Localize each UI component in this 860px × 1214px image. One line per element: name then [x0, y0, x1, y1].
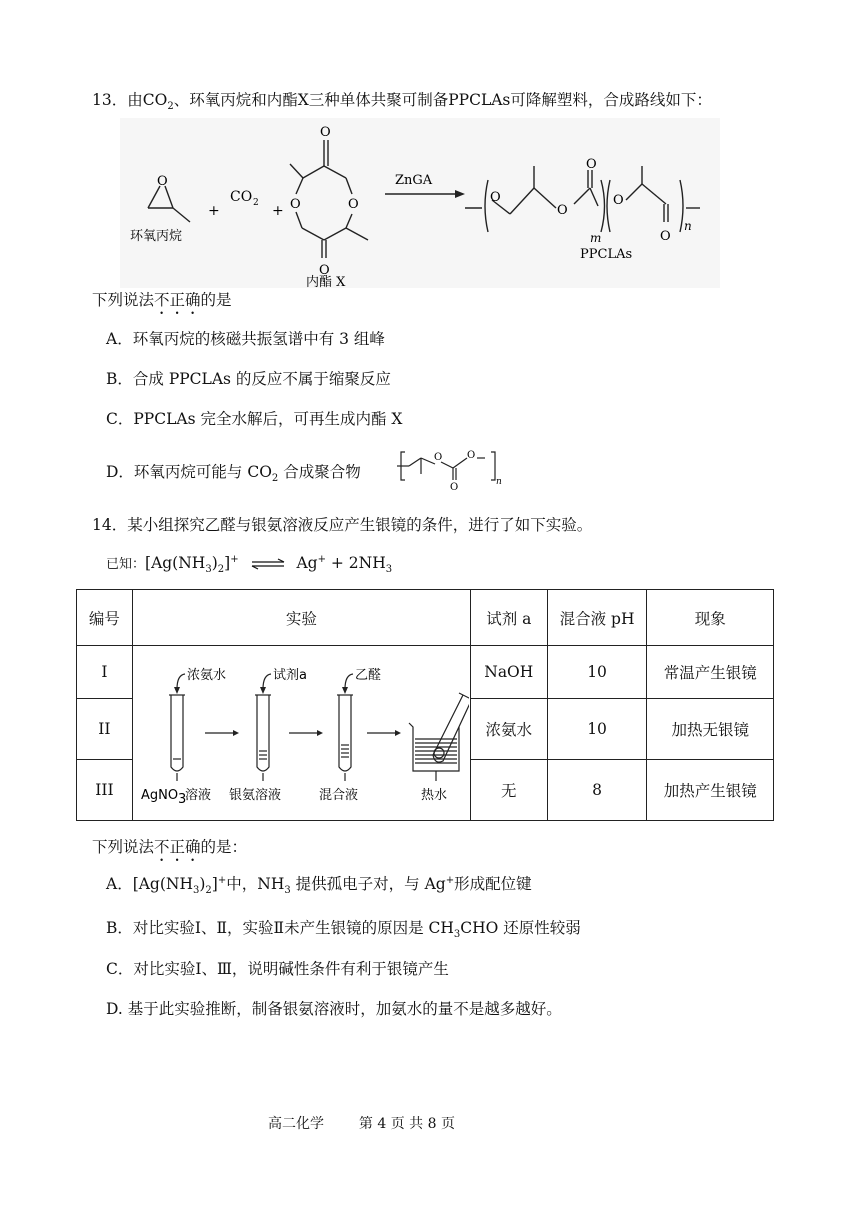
experiment-diagram-cell — [132, 646, 470, 821]
svg-text:n: n — [684, 219, 692, 233]
svg-text:3: 3 — [177, 792, 187, 807]
q14-option-b[interactable]: B．对比实验Ⅰ、Ⅱ，实验Ⅱ未产生银镜的原因是 $CH_3CHO$ 还原性较弱 — [106, 919, 581, 941]
row-reagent: 浓氨水 — [470, 699, 547, 760]
q13-synthesis-scheme — [120, 118, 720, 288]
row-reagent: 无 — [470, 760, 547, 821]
q14-option-d[interactable]: D. 基于此实验推断，制备银氨溶液时，加氨水的量不是越多越好。 — [106, 1000, 562, 1018]
header-cell: 现象 — [647, 590, 774, 646]
q13-option-c[interactable]: C．PPCLAs 完全水解后，可再生成内酯 X — [106, 410, 403, 428]
svg-text:O: O — [660, 229, 671, 244]
header-cell: 实验 — [132, 590, 470, 646]
svg-text:n: n — [496, 477, 502, 487]
footer-page-number: 第 4 页 共 8 页 — [358, 1116, 455, 1132]
svg-text:m: m — [590, 231, 602, 245]
row-ph: 10 — [547, 646, 647, 699]
q13-option-d[interactable]: D．环氧丙烷可能与 $CO_2$ 合成聚合物 — [106, 463, 361, 485]
test-tube-mixture — [337, 695, 353, 781]
footer — [268, 1113, 455, 1133]
q13-stem: 13．由$CO_2$、环氧丙烷和内酯X三种单体共聚可制备PPCLAs可降解塑料，合成路线如下： — [92, 91, 712, 113]
svg-text:O: O — [348, 197, 359, 212]
experiment-diagram — [133, 647, 469, 819]
row-ph: 10 — [547, 699, 647, 760]
svg-text:O: O — [290, 197, 301, 212]
svg-text:PPCLAs: PPCLAs — [580, 247, 633, 262]
row-reagent: NaOH — [470, 646, 547, 699]
svg-text:ZnGA: ZnGA — [395, 173, 433, 188]
q13-option-a[interactable]: A．环氧丙烷的核磁共振氢谱中有 3 组峰 — [106, 330, 385, 348]
table-header-row — [77, 590, 774, 646]
footer-subject: 高二化学 — [268, 1116, 324, 1132]
q13-option-b[interactable]: B．合成 PPCLAs 的反应不属于缩聚反应 — [106, 370, 391, 388]
svg-text:热水: 热水 — [420, 788, 447, 803]
svg-text:O: O — [434, 452, 443, 463]
header-cell: 试剂 a — [470, 590, 547, 646]
svg-text:+: + — [272, 203, 284, 219]
svg-text:O: O — [319, 263, 330, 278]
svg-text:O: O — [557, 203, 568, 218]
row-id: I — [77, 646, 133, 699]
beaker-hot-water — [409, 693, 469, 781]
header-cell: 混合液 pH — [547, 590, 647, 646]
svg-text:O: O — [586, 157, 597, 172]
test-tube-agno3 — [169, 695, 185, 781]
svg-text:乙醛: 乙醛 — [354, 668, 381, 683]
row-result: 加热无银镜 — [647, 699, 774, 760]
q14-prompt: 下列说法不正确的是： — [92, 838, 248, 856]
row-id: II — [77, 699, 133, 760]
svg-text:溶液: 溶液 — [184, 788, 211, 803]
svg-text:O: O — [157, 174, 168, 189]
svg-text:银氨溶液: 银氨溶液 — [228, 788, 281, 803]
svg-text:2: 2 — [253, 198, 259, 208]
row-result: 加热产生银镜 — [647, 760, 774, 821]
test-tube-silver-ammonia — [255, 695, 271, 781]
header-cell: 编号 — [77, 590, 133, 646]
row-result: 常温产生银镜 — [647, 646, 774, 699]
row-ph: 8 — [547, 760, 647, 821]
q14-option-c[interactable]: C．对比实验Ⅰ、Ⅲ，说明碱性条件有利于银镜产生 — [106, 960, 449, 978]
q14-stem: 14．某小组探究乙醛与银氨溶液反应产生银镜的条件，进行了如下实验。 — [92, 516, 593, 534]
svg-text:环氧丙烷: 环氧丙烷 — [130, 229, 183, 244]
svg-text:O: O — [467, 450, 476, 461]
q13-prompt: 下列说法不正确的是 — [92, 291, 232, 309]
svg-text:内酯 X: 内酯 X — [306, 275, 346, 288]
q14-experiment-table — [76, 589, 774, 821]
row-id: III — [77, 760, 133, 821]
equilibrium-arrows-icon — [250, 558, 286, 570]
svg-text:O: O — [320, 125, 331, 140]
q13-option-d-polymer-structure — [395, 442, 505, 494]
svg-text:O: O — [490, 190, 501, 205]
svg-text:CO: CO — [230, 189, 253, 205]
svg-text:O: O — [450, 482, 459, 493]
svg-text:AgNO: AgNO — [140, 788, 178, 803]
svg-text:混合液: 混合液 — [318, 788, 358, 803]
q14-known-equilibrium: 已知：$[Ag(NH_3)_2]^+$ $Ag^+ + 2NH_3$ — [106, 553, 393, 576]
q14-option-a[interactable]: A．$[Ag(NH_3)_2]^+$中，$NH_3$ 提供孤电子对，与 Ag+形成配位键 — [106, 874, 532, 897]
table-row — [77, 646, 774, 699]
svg-text:试剂a: 试剂a — [272, 668, 307, 683]
svg-text:+: + — [208, 203, 220, 219]
svg-text:O: O — [613, 193, 624, 208]
svg-text:浓氨水: 浓氨水 — [186, 668, 226, 683]
